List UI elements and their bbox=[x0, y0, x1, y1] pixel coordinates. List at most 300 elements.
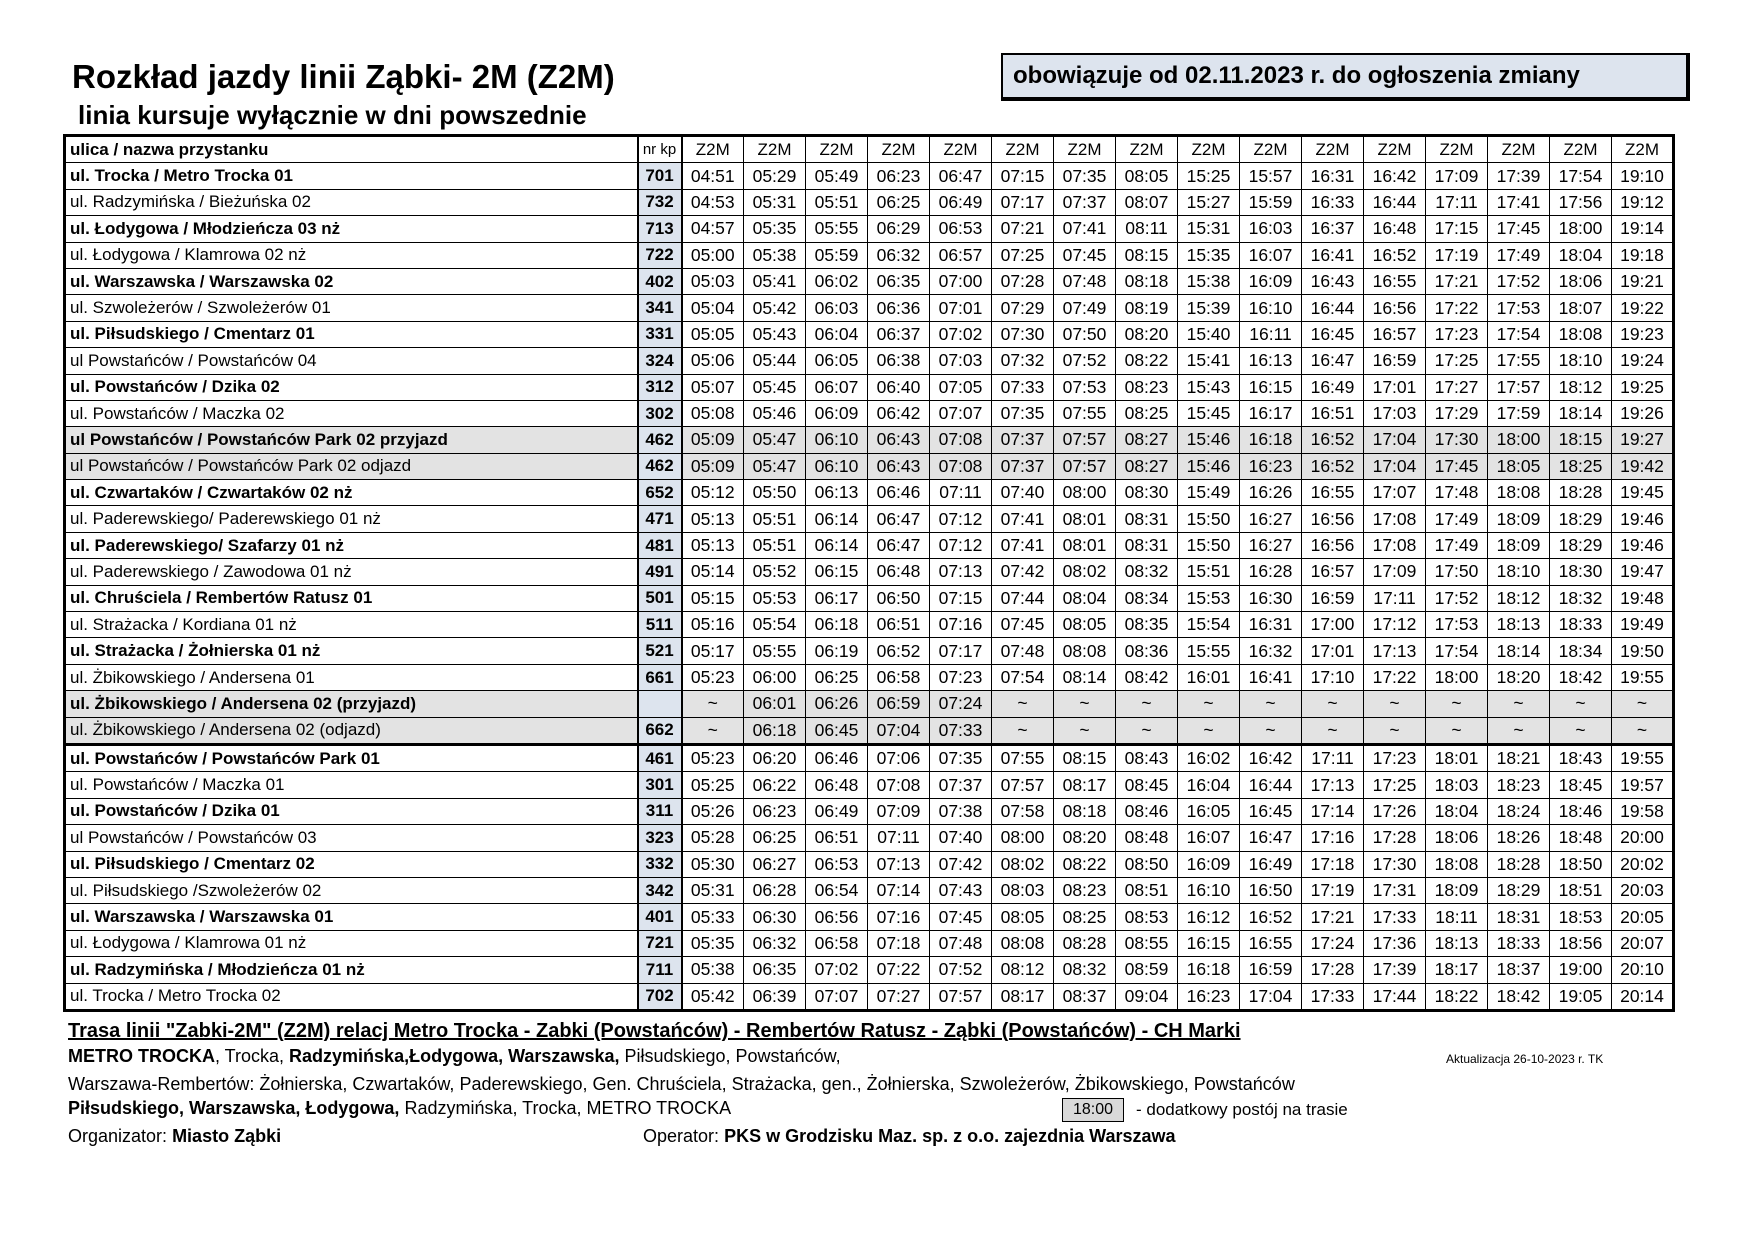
departure-time: 17:13 bbox=[1302, 772, 1364, 798]
stop-name: ul. Czwartaków / Czwartaków 02 nż bbox=[65, 480, 638, 506]
departure-time: 08:27 bbox=[1116, 427, 1178, 453]
departure-time: 17:50 bbox=[1426, 559, 1488, 585]
page-subtitle: linia kursuje wyłącznie w dni powszednie bbox=[78, 100, 587, 130]
departure-time: 16:42 bbox=[1240, 744, 1302, 771]
departure-time: 07:14 bbox=[868, 877, 930, 903]
departure-time: 17:54 bbox=[1488, 321, 1550, 347]
departure-time: 16:31 bbox=[1240, 612, 1302, 638]
departure-time: 17:56 bbox=[1550, 189, 1612, 215]
departure-time: 17:18 bbox=[1302, 851, 1364, 877]
departure-time: 07:45 bbox=[992, 612, 1054, 638]
departure-time: 18:05 bbox=[1488, 453, 1550, 479]
departure-time: ~ bbox=[1364, 717, 1426, 744]
departure-time: 18:42 bbox=[1488, 983, 1550, 1010]
departure-time: 20:10 bbox=[1612, 957, 1674, 983]
departure-time: ~ bbox=[1054, 691, 1116, 717]
departure-time: 16:10 bbox=[1240, 295, 1302, 321]
table-row bbox=[65, 400, 1674, 426]
stop-kp-number: 491 bbox=[638, 559, 682, 585]
departure-time: 05:16 bbox=[682, 612, 744, 638]
departure-time: 18:04 bbox=[1426, 798, 1488, 824]
stop-name: ul. Strażacka / Żołnierska 01 nż bbox=[65, 638, 638, 664]
departure-time: 06:20 bbox=[744, 744, 806, 771]
departure-time: 07:15 bbox=[930, 585, 992, 611]
departure-time: 19:46 bbox=[1612, 532, 1674, 558]
departure-time: 17:28 bbox=[1364, 825, 1426, 851]
departure-time: 08:18 bbox=[1116, 268, 1178, 294]
departure-time: ~ bbox=[1550, 691, 1612, 717]
table-row bbox=[65, 321, 1674, 347]
departure-time: 15:27 bbox=[1178, 189, 1240, 215]
departure-time: 06:18 bbox=[806, 612, 868, 638]
departure-time: 15:46 bbox=[1178, 427, 1240, 453]
table-row bbox=[65, 717, 1674, 744]
departure-time: 18:46 bbox=[1550, 798, 1612, 824]
departure-time: 18:53 bbox=[1550, 904, 1612, 930]
departure-time: 07:01 bbox=[930, 295, 992, 321]
departure-time: 07:40 bbox=[930, 825, 992, 851]
departure-time: 16:07 bbox=[1178, 825, 1240, 851]
departure-time: 06:25 bbox=[744, 825, 806, 851]
departure-time: 16:11 bbox=[1240, 321, 1302, 347]
departure-time: 17:07 bbox=[1364, 480, 1426, 506]
departure-time: 05:08 bbox=[682, 400, 744, 426]
table-row bbox=[65, 904, 1674, 930]
table-row bbox=[65, 295, 1674, 321]
operator-value: PKS w Grodzisku Maz. sp. z o.o. zajezdnia Warszawa bbox=[724, 1126, 1176, 1146]
route-segment: , Trocka, bbox=[215, 1046, 290, 1066]
stop-name: ul. Powstańców / Dzika 02 bbox=[65, 374, 638, 400]
stop-name: ul Powstańców / Powstańców Park 02 odjazd bbox=[65, 453, 638, 479]
departure-time: 06:38 bbox=[868, 348, 930, 374]
departure-time: 17:22 bbox=[1364, 664, 1426, 690]
departure-time: 07:42 bbox=[930, 851, 992, 877]
departure-time: 07:22 bbox=[868, 957, 930, 983]
stop-kp-number: 662 bbox=[638, 717, 682, 744]
departure-time: ~ bbox=[1488, 691, 1550, 717]
departure-time: 18:00 bbox=[1426, 664, 1488, 690]
departure-time: 08:31 bbox=[1116, 532, 1178, 558]
departure-time: 07:29 bbox=[992, 295, 1054, 321]
departure-time: 05:33 bbox=[682, 904, 744, 930]
departure-time: 07:50 bbox=[1054, 321, 1116, 347]
departure-time: 05:12 bbox=[682, 480, 744, 506]
departure-time: 06:48 bbox=[806, 772, 868, 798]
departure-time: 08:05 bbox=[1116, 163, 1178, 189]
departure-time: ~ bbox=[1364, 691, 1426, 717]
departure-time: 17:30 bbox=[1426, 427, 1488, 453]
departure-time: 05:44 bbox=[744, 348, 806, 374]
departure-time: 16:52 bbox=[1302, 427, 1364, 453]
departure-time: 07:12 bbox=[930, 532, 992, 558]
departure-time: 18:14 bbox=[1488, 638, 1550, 664]
departure-time: 18:50 bbox=[1550, 851, 1612, 877]
departure-time: 06:47 bbox=[868, 532, 930, 558]
departure-time: 19:23 bbox=[1612, 321, 1674, 347]
departure-time: 06:46 bbox=[868, 480, 930, 506]
departure-time: 05:23 bbox=[682, 664, 744, 690]
departure-time: 18:34 bbox=[1550, 638, 1612, 664]
departure-time: 18:08 bbox=[1426, 851, 1488, 877]
header-trip: Z2M bbox=[806, 136, 868, 163]
departure-time: 07:11 bbox=[868, 825, 930, 851]
departure-time: 16:42 bbox=[1364, 163, 1426, 189]
departure-time: 18:22 bbox=[1426, 983, 1488, 1010]
table-row bbox=[65, 348, 1674, 374]
departure-time: 08:07 bbox=[1116, 189, 1178, 215]
departure-time: ~ bbox=[1550, 717, 1612, 744]
stop-name: ul. Powstańców / Maczka 02 bbox=[65, 400, 638, 426]
departure-time: 06:32 bbox=[744, 930, 806, 956]
departure-time: 07:21 bbox=[992, 216, 1054, 242]
departure-time: 08:22 bbox=[1116, 348, 1178, 374]
departure-time: 19:55 bbox=[1612, 744, 1674, 771]
table-row bbox=[65, 268, 1674, 294]
table-row bbox=[65, 772, 1674, 798]
table-row bbox=[65, 664, 1674, 690]
departure-time: 18:09 bbox=[1488, 532, 1550, 558]
departure-time: 05:47 bbox=[744, 453, 806, 479]
departure-time: 19:27 bbox=[1612, 427, 1674, 453]
departure-time: 18:13 bbox=[1488, 612, 1550, 638]
departure-time: 07:16 bbox=[930, 612, 992, 638]
departure-time: 07:17 bbox=[930, 638, 992, 664]
departure-time: 16:23 bbox=[1240, 453, 1302, 479]
departure-time: 19:49 bbox=[1612, 612, 1674, 638]
departure-time: 06:27 bbox=[744, 851, 806, 877]
departure-time: 05:25 bbox=[682, 772, 744, 798]
departure-time: 08:42 bbox=[1116, 664, 1178, 690]
departure-time: 16:02 bbox=[1178, 744, 1240, 771]
departure-time: 16:41 bbox=[1302, 242, 1364, 268]
stop-name: ul. Chruściela / Rembertów Ratusz 01 bbox=[65, 585, 638, 611]
departure-time: 08:36 bbox=[1116, 638, 1178, 664]
departure-time: 16:15 bbox=[1240, 374, 1302, 400]
departure-time: 08:59 bbox=[1116, 957, 1178, 983]
departure-time: 18:29 bbox=[1550, 532, 1612, 558]
departure-time: 16:45 bbox=[1240, 798, 1302, 824]
stop-kp-number: 341 bbox=[638, 295, 682, 321]
departure-time: 05:38 bbox=[682, 957, 744, 983]
departure-time: 19:18 bbox=[1612, 242, 1674, 268]
departure-time: 15:41 bbox=[1178, 348, 1240, 374]
departure-time: 06:48 bbox=[868, 559, 930, 585]
departure-time: 05:23 bbox=[682, 744, 744, 771]
table-row bbox=[65, 585, 1674, 611]
departure-time: ~ bbox=[1302, 691, 1364, 717]
departure-time: 07:37 bbox=[992, 453, 1054, 479]
departure-time: 08:20 bbox=[1116, 321, 1178, 347]
departure-time: 17:16 bbox=[1302, 825, 1364, 851]
departure-time: 15:31 bbox=[1178, 216, 1240, 242]
departure-time: 16:49 bbox=[1302, 374, 1364, 400]
departure-time: 07:00 bbox=[930, 268, 992, 294]
departure-time: 08:43 bbox=[1116, 744, 1178, 771]
departure-time: 18:42 bbox=[1550, 664, 1612, 690]
departure-time: ~ bbox=[1488, 717, 1550, 744]
departure-time: 05:00 bbox=[682, 242, 744, 268]
stop-name: ul. Paderewskiego/ Paderewskiego 01 nż bbox=[65, 506, 638, 532]
departure-time: 20:03 bbox=[1612, 877, 1674, 903]
table-row bbox=[65, 877, 1674, 903]
departure-time: 08:37 bbox=[1054, 983, 1116, 1010]
departure-time: 06:47 bbox=[868, 506, 930, 532]
legend-description: - dodatkowy postój na trasie bbox=[1136, 1100, 1348, 1119]
operator bbox=[643, 1126, 1176, 1147]
departure-time: 17:49 bbox=[1488, 242, 1550, 268]
departure-time: 16:56 bbox=[1364, 295, 1426, 321]
timetable bbox=[63, 134, 1675, 1012]
departure-time: 16:59 bbox=[1302, 585, 1364, 611]
departure-time: 05:31 bbox=[682, 877, 744, 903]
departure-time: 19:55 bbox=[1612, 664, 1674, 690]
departure-time: 07:38 bbox=[930, 798, 992, 824]
stop-kp-number: 462 bbox=[638, 427, 682, 453]
departure-time: 18:20 bbox=[1488, 664, 1550, 690]
departure-time: 08:53 bbox=[1116, 904, 1178, 930]
departure-time: 16:15 bbox=[1178, 930, 1240, 956]
departure-time: 16:50 bbox=[1240, 877, 1302, 903]
departure-time: 08:01 bbox=[1054, 532, 1116, 558]
departure-time: 19:48 bbox=[1612, 585, 1674, 611]
departure-time: 07:48 bbox=[992, 638, 1054, 664]
departure-time: 06:35 bbox=[744, 957, 806, 983]
stop-name: ul Powstańców / Powstańców 03 bbox=[65, 825, 638, 851]
departure-time: 15:35 bbox=[1178, 242, 1240, 268]
departure-time: 05:04 bbox=[682, 295, 744, 321]
departure-time: 05:29 bbox=[744, 163, 806, 189]
departure-time: 16:52 bbox=[1364, 242, 1426, 268]
departure-time: ~ bbox=[1178, 717, 1240, 744]
departure-time: 06:02 bbox=[806, 268, 868, 294]
departure-time: 15:40 bbox=[1178, 321, 1240, 347]
stop-kp-number: 301 bbox=[638, 772, 682, 798]
departure-time: 20:00 bbox=[1612, 825, 1674, 851]
route-segment: Piłsudskiego, Warszawska, Łodygowa, bbox=[68, 1098, 400, 1118]
header-trip: Z2M bbox=[1302, 136, 1364, 163]
departure-time: 16:07 bbox=[1240, 242, 1302, 268]
departure-time: 07:03 bbox=[930, 348, 992, 374]
stop-kp-number: 702 bbox=[638, 983, 682, 1010]
departure-time: 18:14 bbox=[1550, 400, 1612, 426]
route-segment: Radzymińska,Łodygowa, Warszawska, bbox=[289, 1046, 620, 1066]
departure-time: 18:24 bbox=[1488, 798, 1550, 824]
stop-kp-number: 721 bbox=[638, 930, 682, 956]
departure-time: 16:56 bbox=[1302, 506, 1364, 532]
table-row bbox=[65, 189, 1674, 215]
departure-time: 08:31 bbox=[1116, 506, 1178, 532]
departure-time: 07:41 bbox=[992, 532, 1054, 558]
departure-time: 19:58 bbox=[1612, 798, 1674, 824]
table-row bbox=[65, 453, 1674, 479]
departure-time: 05:55 bbox=[744, 638, 806, 664]
departure-time: 05:41 bbox=[744, 268, 806, 294]
route-segment: Piłsudskiego, Powstańców, bbox=[619, 1046, 841, 1066]
departure-time: 17:36 bbox=[1364, 930, 1426, 956]
departure-time: 06:28 bbox=[744, 877, 806, 903]
table-row bbox=[65, 480, 1674, 506]
departure-time: 19:10 bbox=[1612, 163, 1674, 189]
stop-name: ul. Łodygowa / Klamrowa 02 nż bbox=[65, 242, 638, 268]
departure-time: 16:41 bbox=[1240, 664, 1302, 690]
departure-time: 06:30 bbox=[744, 904, 806, 930]
departure-time: 08:11 bbox=[1116, 216, 1178, 242]
departure-time: 17:21 bbox=[1302, 904, 1364, 930]
header-trip: Z2M bbox=[1612, 136, 1674, 163]
table-row bbox=[65, 427, 1674, 453]
departure-time: 18:13 bbox=[1426, 930, 1488, 956]
departure-time: 17:41 bbox=[1488, 189, 1550, 215]
departure-time: 07:32 bbox=[992, 348, 1054, 374]
departure-time: 07:25 bbox=[992, 242, 1054, 268]
departure-time: 20:07 bbox=[1612, 930, 1674, 956]
departure-time: 06:43 bbox=[868, 453, 930, 479]
departure-time: 05:42 bbox=[744, 295, 806, 321]
departure-time: 05:09 bbox=[682, 453, 744, 479]
departure-time: 07:33 bbox=[992, 374, 1054, 400]
departure-time: 06:50 bbox=[868, 585, 930, 611]
header-trip: Z2M bbox=[682, 136, 744, 163]
route-title: Trasa linii "Zabki-2M" (Z2M) relacj Metro Trocka - Zabki (Powstańców) - Rembertów Ratusz - Ząbki (Powstańców) - CH Marki bbox=[68, 1020, 1241, 1042]
departure-time: 07:30 bbox=[992, 321, 1054, 347]
departure-time: 07:16 bbox=[868, 904, 930, 930]
departure-time: 17:04 bbox=[1364, 453, 1426, 479]
departure-time: 15:25 bbox=[1178, 163, 1240, 189]
stop-name: ul. Radzymińska / Młodzieńcza 01 nż bbox=[65, 957, 638, 983]
departure-time: 05:35 bbox=[682, 930, 744, 956]
departure-time: 19:12 bbox=[1612, 189, 1674, 215]
departure-time: 08:12 bbox=[992, 957, 1054, 983]
departure-time: 16:26 bbox=[1240, 480, 1302, 506]
table-row bbox=[65, 559, 1674, 585]
departure-time: 05:38 bbox=[744, 242, 806, 268]
departure-time: 17:53 bbox=[1488, 295, 1550, 321]
departure-time: ~ bbox=[1116, 717, 1178, 744]
table-row bbox=[65, 638, 1674, 664]
departure-time: 08:35 bbox=[1116, 612, 1178, 638]
departure-time: 17:01 bbox=[1364, 374, 1426, 400]
stop-kp-number: 471 bbox=[638, 506, 682, 532]
departure-time: 07:18 bbox=[868, 930, 930, 956]
departure-time: 17:57 bbox=[1488, 374, 1550, 400]
departure-time: 19:21 bbox=[1612, 268, 1674, 294]
departure-time: 07:43 bbox=[930, 877, 992, 903]
departure-time: ~ bbox=[682, 717, 744, 744]
departure-time: 08:34 bbox=[1116, 585, 1178, 611]
departure-time: 07:08 bbox=[930, 427, 992, 453]
departure-time: 05:07 bbox=[682, 374, 744, 400]
header-trip: Z2M bbox=[992, 136, 1054, 163]
header-trip: Z2M bbox=[1426, 136, 1488, 163]
departure-time: 19:05 bbox=[1550, 983, 1612, 1010]
departure-time: 06:59 bbox=[868, 691, 930, 717]
departure-time: 18:01 bbox=[1426, 744, 1488, 771]
header-trip: Z2M bbox=[1116, 136, 1178, 163]
departure-time: 07:49 bbox=[1054, 295, 1116, 321]
departure-time: 07:24 bbox=[930, 691, 992, 717]
departure-time: 20:14 bbox=[1612, 983, 1674, 1010]
departure-time: 08:14 bbox=[1054, 664, 1116, 690]
departure-time: 17:09 bbox=[1364, 559, 1426, 585]
departure-time: 18:29 bbox=[1488, 877, 1550, 903]
departure-time: 17:25 bbox=[1364, 772, 1426, 798]
departure-time: 17:01 bbox=[1302, 638, 1364, 664]
departure-time: 06:32 bbox=[868, 242, 930, 268]
departure-time: 06:17 bbox=[806, 585, 868, 611]
stop-kp-number: 652 bbox=[638, 480, 682, 506]
departure-time: 17:25 bbox=[1426, 348, 1488, 374]
table-row bbox=[65, 851, 1674, 877]
departure-time: 07:45 bbox=[1054, 242, 1116, 268]
header-row bbox=[65, 136, 1674, 163]
departure-time: 16:51 bbox=[1302, 400, 1364, 426]
departure-time: 16:55 bbox=[1302, 480, 1364, 506]
route-segment: Radzymińska, Trocka, METRO TROCKA bbox=[399, 1098, 732, 1118]
departure-time: 16:01 bbox=[1178, 664, 1240, 690]
departure-time: 16:59 bbox=[1240, 957, 1302, 983]
departure-time: 04:51 bbox=[682, 163, 744, 189]
route-segment: METRO TROCKA bbox=[68, 1046, 215, 1066]
departure-time: 08:20 bbox=[1054, 825, 1116, 851]
departure-time: 18:11 bbox=[1426, 904, 1488, 930]
table-row bbox=[65, 216, 1674, 242]
departure-time: 08:27 bbox=[1116, 453, 1178, 479]
stop-name: ul. Łodygowa / Klamrowa 01 nż bbox=[65, 930, 638, 956]
departure-time: 06:04 bbox=[806, 321, 868, 347]
departure-time: 07:15 bbox=[992, 163, 1054, 189]
departure-time: 16:55 bbox=[1364, 268, 1426, 294]
departure-time: 08:15 bbox=[1116, 242, 1178, 268]
departure-time: 06:09 bbox=[806, 400, 868, 426]
departure-time: 05:26 bbox=[682, 798, 744, 824]
departure-time: 17:31 bbox=[1364, 877, 1426, 903]
departure-time: 05:50 bbox=[744, 480, 806, 506]
departure-time: 17:00 bbox=[1302, 612, 1364, 638]
departure-time: 17:33 bbox=[1364, 904, 1426, 930]
departure-time: 16:52 bbox=[1302, 453, 1364, 479]
departure-time: 18:33 bbox=[1550, 612, 1612, 638]
departure-time: 18:48 bbox=[1550, 825, 1612, 851]
departure-time: ~ bbox=[1426, 691, 1488, 717]
stop-kp-number: 342 bbox=[638, 877, 682, 903]
departure-time: 05:54 bbox=[744, 612, 806, 638]
departure-time: 07:12 bbox=[930, 506, 992, 532]
departure-time: 07:11 bbox=[930, 480, 992, 506]
departure-time: 06:13 bbox=[806, 480, 868, 506]
departure-time: 08:45 bbox=[1116, 772, 1178, 798]
departure-time: 18:23 bbox=[1488, 772, 1550, 798]
departure-time: 17:14 bbox=[1302, 798, 1364, 824]
stop-kp-number: 324 bbox=[638, 348, 682, 374]
departure-time: 16:45 bbox=[1302, 321, 1364, 347]
departure-time: 16:32 bbox=[1240, 638, 1302, 664]
departure-time: 18:10 bbox=[1550, 348, 1612, 374]
departure-time: 17:19 bbox=[1426, 242, 1488, 268]
departure-time: 06:18 bbox=[744, 717, 806, 744]
departure-time: 06:47 bbox=[930, 163, 992, 189]
departure-time: 19:24 bbox=[1612, 348, 1674, 374]
departure-time: 16:17 bbox=[1240, 400, 1302, 426]
departure-time: 07:35 bbox=[930, 744, 992, 771]
departure-time: 08:25 bbox=[1116, 400, 1178, 426]
departure-time: 17:23 bbox=[1426, 321, 1488, 347]
departure-time: 16:43 bbox=[1302, 268, 1364, 294]
header-trip: Z2M bbox=[1364, 136, 1426, 163]
departure-time: 06:53 bbox=[806, 851, 868, 877]
departure-time: 05:35 bbox=[744, 216, 806, 242]
departure-time: 17:52 bbox=[1426, 585, 1488, 611]
departure-time: 18:06 bbox=[1426, 825, 1488, 851]
